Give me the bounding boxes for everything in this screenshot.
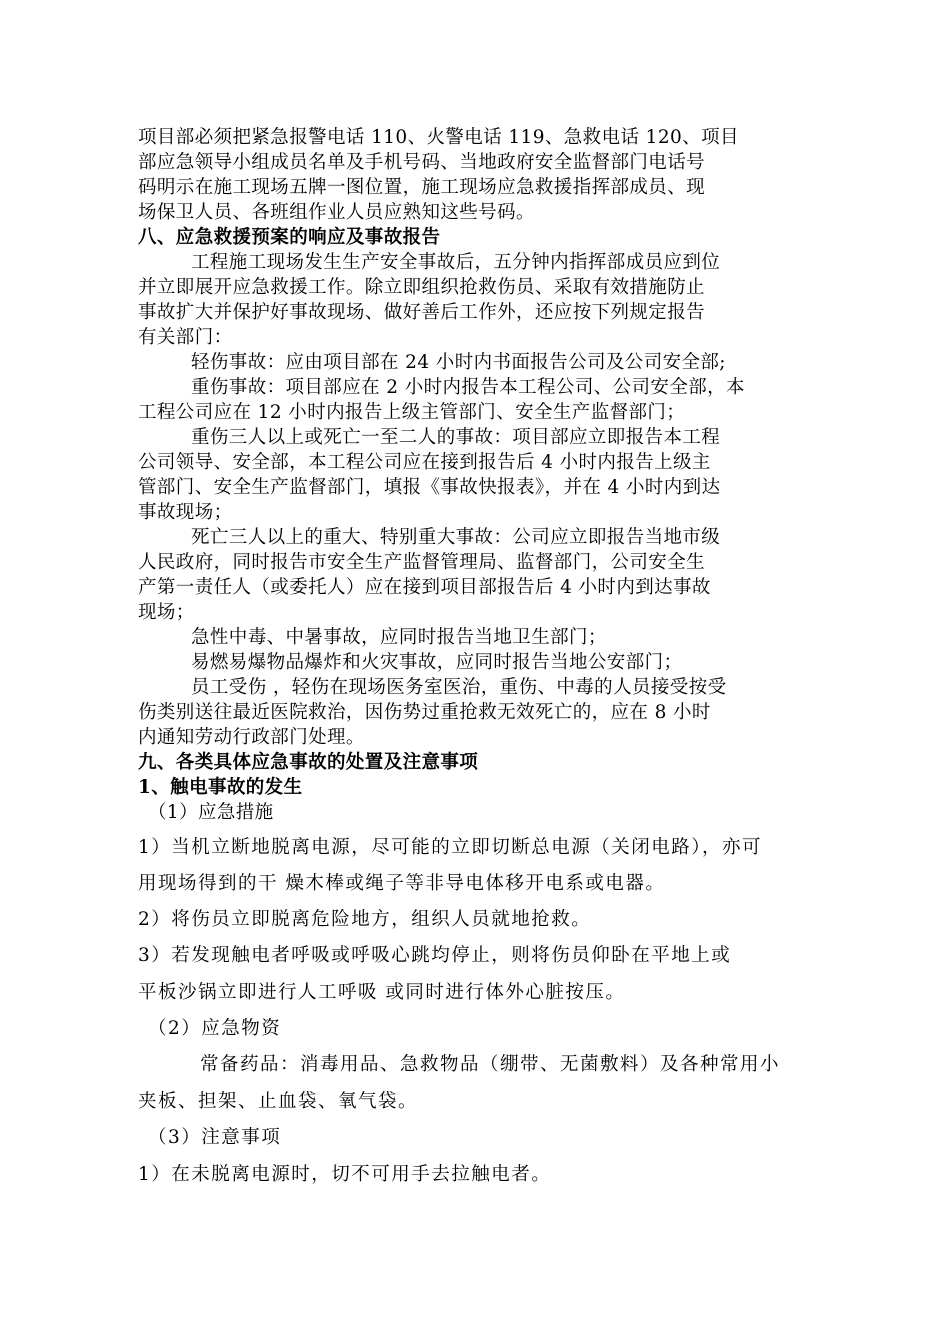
paragraph-line: 管部门、安全生产监督部门，填报《事故快报表》，并在 4 小时内到达 [138, 477, 721, 498]
paragraph-line: 公司领导、安全部，本工程公司应在接到报告后 4 小时内报告上级主 [138, 452, 711, 473]
paragraph-line: 死亡三人以上的重大、特别重大事故：公司应立即报告当地市级 [191, 527, 721, 548]
paragraph-line: 码明示在施工现场五牌一图位置，施工现场应急救援指挥部成员、现 [138, 177, 706, 198]
subheading-notes: （3）注意事项 [148, 1127, 282, 1148]
paragraph-line: 伤类别送往最近医院救治，因伤势过重抢救无效死亡的，应在 8 小时 [138, 702, 711, 723]
paragraph-line: 夹板、担架、止血袋、氧气袋。 [138, 1091, 419, 1112]
paragraph-line: 轻伤事故：应由项目部在 24 小时内书面报告公司及公司安全部; [191, 352, 726, 373]
paragraph-line: 重伤事故：项目部应在 2 小时内报告本工程公司、公司安全部，本 [191, 377, 745, 398]
paragraph-line: 事故现场； [138, 502, 233, 523]
paragraph-line: 3）若发现触电者呼吸或呼吸心跳均停止，则将伤员仰卧在平地上或 [138, 945, 732, 966]
paragraph-line: 1）在未脱离电源时，切不可用手去拉触电者。 [138, 1164, 552, 1185]
subheading-supplies: （2）应急物资 [148, 1018, 282, 1039]
paragraph-line: 内通知劳动行政部门处理。 [138, 727, 365, 748]
paragraph-line: 现场； [138, 602, 195, 623]
paragraph-line: 工程公司应在 12 小时内报告上级主管部门、安全生产监督部门； [138, 402, 686, 423]
paragraph-line: 事故扩大并保护好事故现场、做好善后工作外，还应按下列规定报告 [138, 302, 706, 323]
paragraph-line: 平板沙锅立即进行人工呼吸 或同时进行体外心脏按压。 [138, 982, 626, 1003]
paragraph-line: 急性中毒、中暑事故，应同时报告当地卫生部门； [191, 627, 607, 648]
paragraph-line: 2）将伤员立即脱离危险地方，组织人员就地抢救。 [138, 909, 592, 930]
paragraph-line: 1）当机立断地脱离电源，尽可能的立即切断总电源（关闭电路），亦可 [138, 837, 763, 858]
paragraph-line: 重伤三人以上或死亡一至二人的事故：项目部应立即报告本工程 [191, 427, 721, 448]
paragraph-line: 并立即展开应急救援工作。除立即组织抢救伤员、采取有效措施防止 [138, 277, 706, 298]
section-heading-8: 八、应急救援预案的响应及事故报告 [138, 227, 441, 248]
paragraph-line: 用现场得到的干 燥木棒或绳子等非导电体移开电系或电器。 [138, 873, 666, 894]
section-heading-9: 九、各类具体应急事故的处置及注意事项 [138, 752, 479, 773]
paragraph-line: 项目部必须把紧急报警电话 110、火警电话 119、急救电话 120、项目 [138, 127, 739, 148]
paragraph-line: 员工受伤 ，轻伤在现场医务室医治，重伤、中毒的人员接受按受 [191, 677, 727, 698]
subsection-heading: 1、触电事故的发生 [138, 777, 303, 798]
subheading-measures: （1）应急措施 [148, 802, 274, 823]
paragraph-line: 常备药品：消毒用品、急救物品（绷带、无菌敷料）及各种常用小 [200, 1054, 781, 1075]
paragraph-line: 场保卫人员、各班组作业人员应熟知这些号码。 [138, 202, 535, 223]
paragraph-line: 工程施工现场发生生产安全事故后，五分钟内指挥部成员应到位 [191, 252, 721, 273]
paragraph-line: 有关部门： [138, 327, 233, 348]
paragraph-line: 易燃易爆物品爆炸和火灾事故，应同时报告当地公安部门； [191, 652, 683, 673]
paragraph-line: 部应急领导小组成员名单及手机号码、当地政府安全监督部门电话号 [138, 152, 706, 173]
paragraph-line: 人民政府，同时报告市安全生产监督管理局、监督部门，公司安全生 [138, 552, 706, 573]
paragraph-line: 产第一责任人（或委托人）应在接到项目部报告后 4 小时内到达事故 [138, 577, 711, 598]
